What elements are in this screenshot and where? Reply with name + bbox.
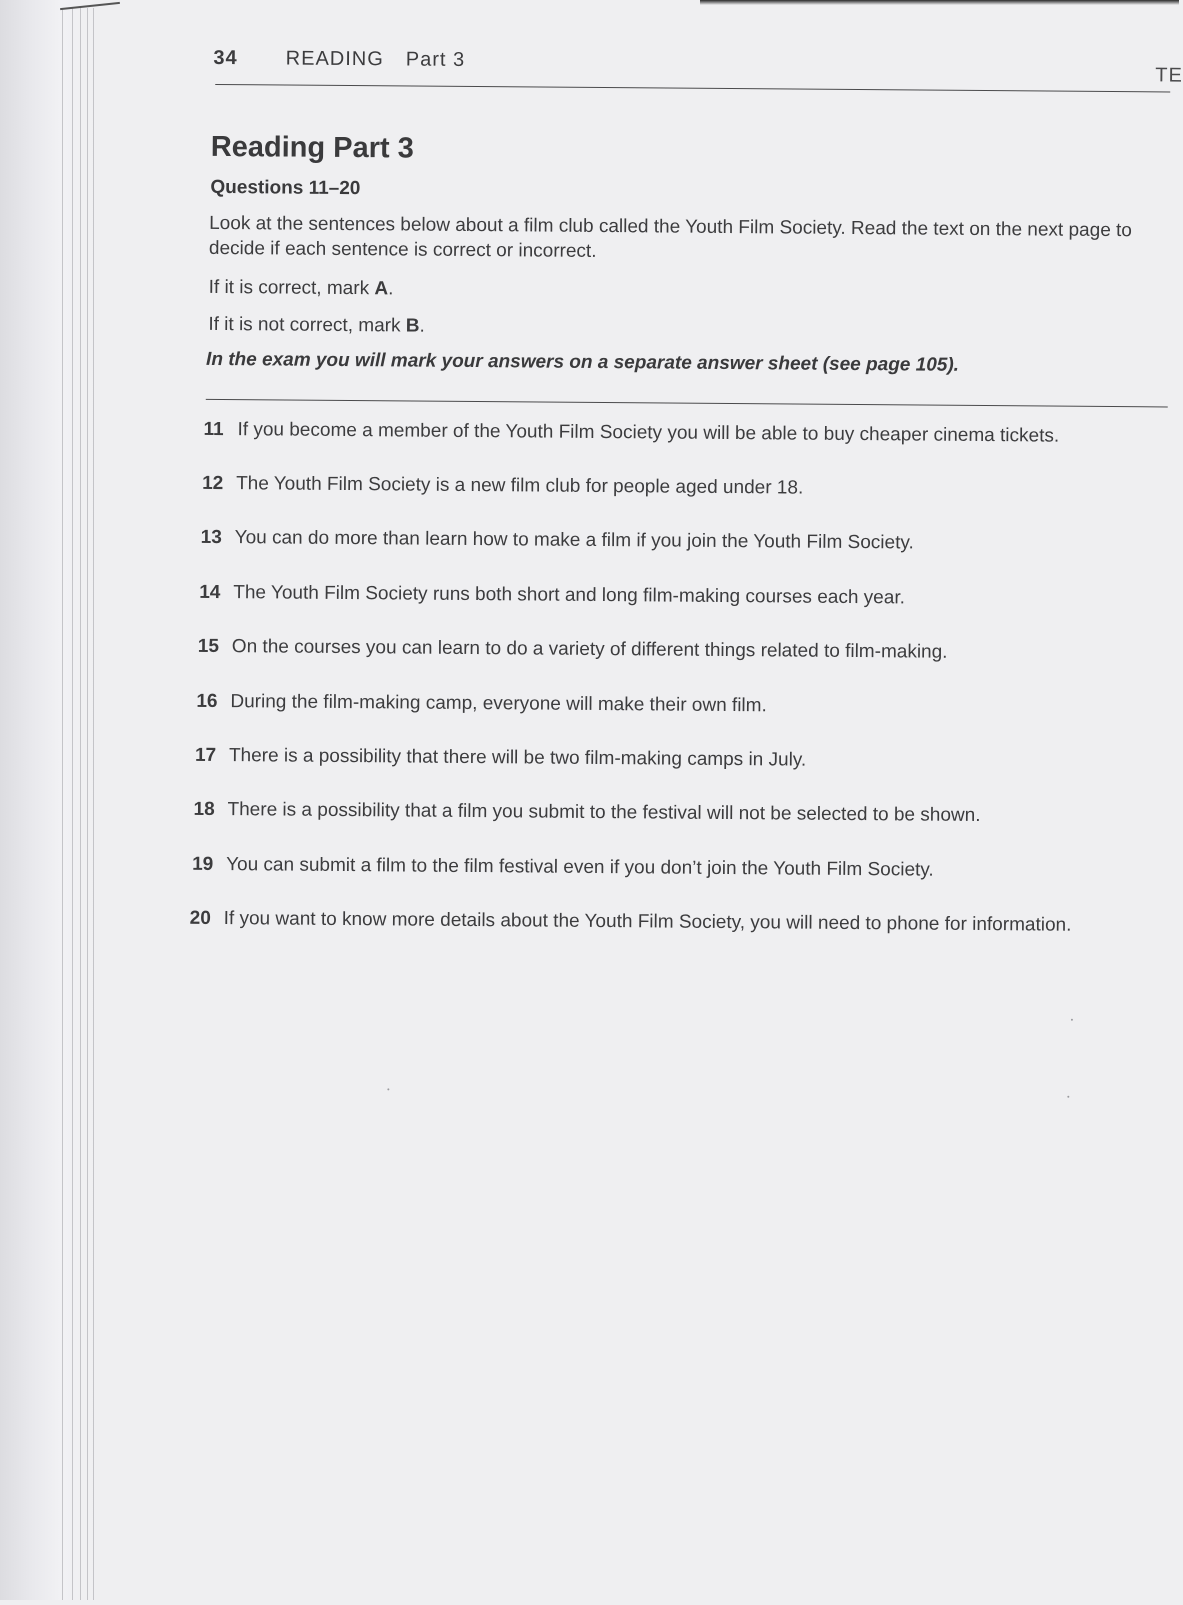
question-number: 17 <box>194 744 217 766</box>
question-number: 18 <box>193 798 215 820</box>
question-number: 20 <box>189 907 211 929</box>
instruction-incorrect-text: If it is not correct, mark <box>208 313 406 337</box>
running-head <box>213 47 465 72</box>
question-item <box>201 525 1161 558</box>
question-item <box>199 580 1159 613</box>
scan-speck <box>387 1088 389 1090</box>
question-item <box>195 743 1155 776</box>
instruction-correct-text: If it is correct, mark <box>208 276 375 300</box>
question-text: If you become a member of the Youth Film Society you will be able to buy cheaper cinema tickets. <box>237 419 1060 447</box>
answer-letter-b: B <box>405 315 420 337</box>
exam-note: In the exam you will mark your answers on a separate answer sheet (see page 105). <box>206 348 960 376</box>
question-text: The Youth Film Society runs both short and long film-making courses each year. <box>233 582 906 609</box>
question-number: 12 <box>202 472 224 495</box>
question-number: 11 <box>203 418 224 441</box>
question-text: If you want to know more details about the Youth Film Society, you will need to phone for information. <box>223 908 1072 936</box>
part-label: Part 3 <box>405 48 466 71</box>
question-number: 19 <box>192 853 214 875</box>
question-number: 13 <box>200 526 222 549</box>
question-text: You can do more than learn how to make a film if you join the Youth Film Society. <box>234 527 914 554</box>
page-number: 34 <box>213 46 238 70</box>
instruction-period: . <box>419 315 425 337</box>
question-item <box>198 634 1158 667</box>
question-text: The Youth Film Society is a new film club for people aged under 18. <box>236 473 804 499</box>
scan-speck <box>1071 1019 1073 1021</box>
question-range: Questions 11–20 <box>210 176 361 200</box>
scan-speck <box>1067 1096 1069 1098</box>
question-item <box>190 906 1150 939</box>
page-title: Reading Part 3 <box>210 130 414 165</box>
question-text: On the courses you can learn to do a variety of different things related to film-making. <box>231 636 948 663</box>
question-item <box>203 417 1163 450</box>
test-tab-label: TE <box>1155 64 1183 87</box>
question-number: 16 <box>196 690 218 713</box>
instruction-period: . <box>388 278 394 300</box>
answer-letter-a: A <box>374 278 389 300</box>
question-number: 14 <box>199 581 221 604</box>
question-item <box>192 852 1152 885</box>
question-item <box>193 797 1153 830</box>
instruction-incorrect <box>208 312 1168 345</box>
question-text: You can submit a film to the film festival even if you don’t join the Youth Film Society. <box>226 854 934 881</box>
header-rule <box>215 84 1170 93</box>
question-item <box>196 689 1156 722</box>
question-item <box>202 471 1162 504</box>
instructions-intro: Look at the sentences below about a film club called the Youth Film Society. Read the text on the next page to decide if each sentence is correct or incorrect. <box>208 212 1133 262</box>
question-text: During the film-making camp, everyone will make their own film. <box>230 691 767 717</box>
question-text: There is a possibility that there will be two film-making camps in July. <box>228 745 807 771</box>
section-label: READING <box>285 47 384 71</box>
question-number: 15 <box>197 635 220 658</box>
question-text: There is a possibility that a film you submit to the festival will not be selected to be shown. <box>227 799 981 826</box>
section-divider <box>206 399 1168 408</box>
instruction-correct <box>209 275 1169 308</box>
question-list <box>1 415 1180 936</box>
